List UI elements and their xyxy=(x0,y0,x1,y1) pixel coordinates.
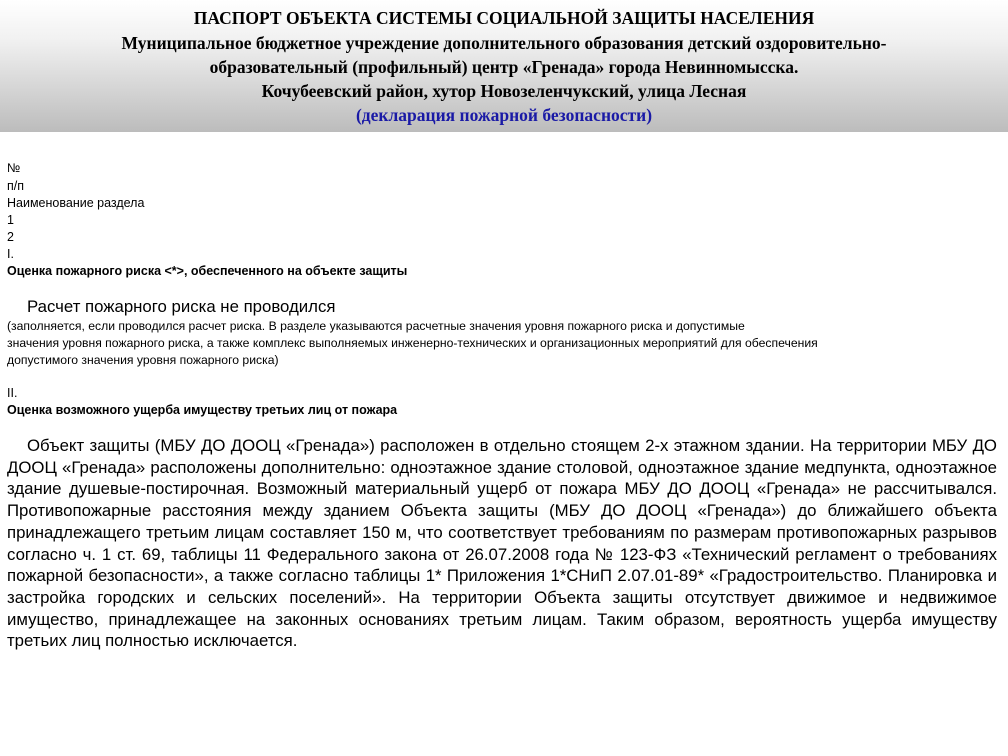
document-header xyxy=(0,0,1008,132)
section2-body-text: Объект защиты (МБУ ДО ДООЦ «Гренада») расположен в отдельно стоящем 2-х этажном здании. На территории МБУ ДО ДООЦ «Гренада» расположены дополнительно: одноэтажное здание столовой, одноэтажное здание медпункта, одноэтажное здание душевые-постирочная. Возможный материальный ущерб от пожара МБУ ДО ДООЦ «Гренада» не рассчитывался. Противопожарные расстояния между зданием Объекта защиты (МБУ ДО ДООЦ «Гренада») до ближайшего объекта принадлежащего третьим лицам составляет 150 м, что соответствует требованиям по размерам противопожарных разрывов согласно ч. 1 ст. 69, таблицы 11 Федерального закона от 26.07.2008 года № 123-ФЗ «Технический регламент о требованиях пожарной безопасности», а также согласно таблицы 1* Приложения 1*СНиП 2.07.01-89* «Градостроительство. Планировка и застройка городских и сельских поселений». На территории Объекта защиты отсутствует движимое и недвижимое имущество, принадлежащее на законных основаниях третьим лицам. Таким образом, вероятность ущерба имуществу третьих лиц полностью исключается. xyxy=(7,436,997,651)
institution-address: Кочубеевский район, хутор Новозеленчукский, улица Лесная xyxy=(261,81,747,101)
institution-name-line2: образовательный (профильный) центр «Гренада» города Невинномысска. xyxy=(209,57,799,77)
institution-name-line1: Муниципальное бюджетное учреждение дополнительного образования детский оздоровительно- xyxy=(121,33,887,53)
section1-title: Оценка пожарного риска <*>, обеспеченного на объекте защиты xyxy=(7,264,408,278)
document-title: ПАСПОРТ ОБЪЕКТА СИСТЕМЫ СОЦИАЛЬНОЙ ЗАЩИТЫ НАСЕЛЕНИЯ xyxy=(193,8,815,28)
table-header-col1: 1 xyxy=(7,213,14,227)
section1-statement: Расчет пожарного риска не проводился xyxy=(27,297,336,316)
table-header-number-abbrev: п/п xyxy=(7,179,25,193)
section2-number: II. xyxy=(7,386,18,400)
table-header-number-sign: № xyxy=(7,161,21,175)
table-header-section-name: Наименование раздела xyxy=(7,196,145,210)
section2-title: Оценка возможного ущерба имуществу третьих лиц от пожара xyxy=(7,403,398,417)
section1-note-line1: (заполняется, если проводился расчет риска. В разделе указываются расчетные значения уровня пожарного риска и допустимые xyxy=(7,319,745,333)
table-header-col2: 2 xyxy=(7,230,14,244)
declaration-subtitle: (декларация пожарной безопасности) xyxy=(355,105,653,125)
section1-number: I. xyxy=(7,247,14,261)
section1-note-line2: значения уровня пожарного риска, а также комплекс выполняемых инженерно-технических и организационных мероприятий для обеспечения xyxy=(7,336,818,350)
section1-note-line3: допустимого значения уровня пожарного риска) xyxy=(7,353,279,367)
